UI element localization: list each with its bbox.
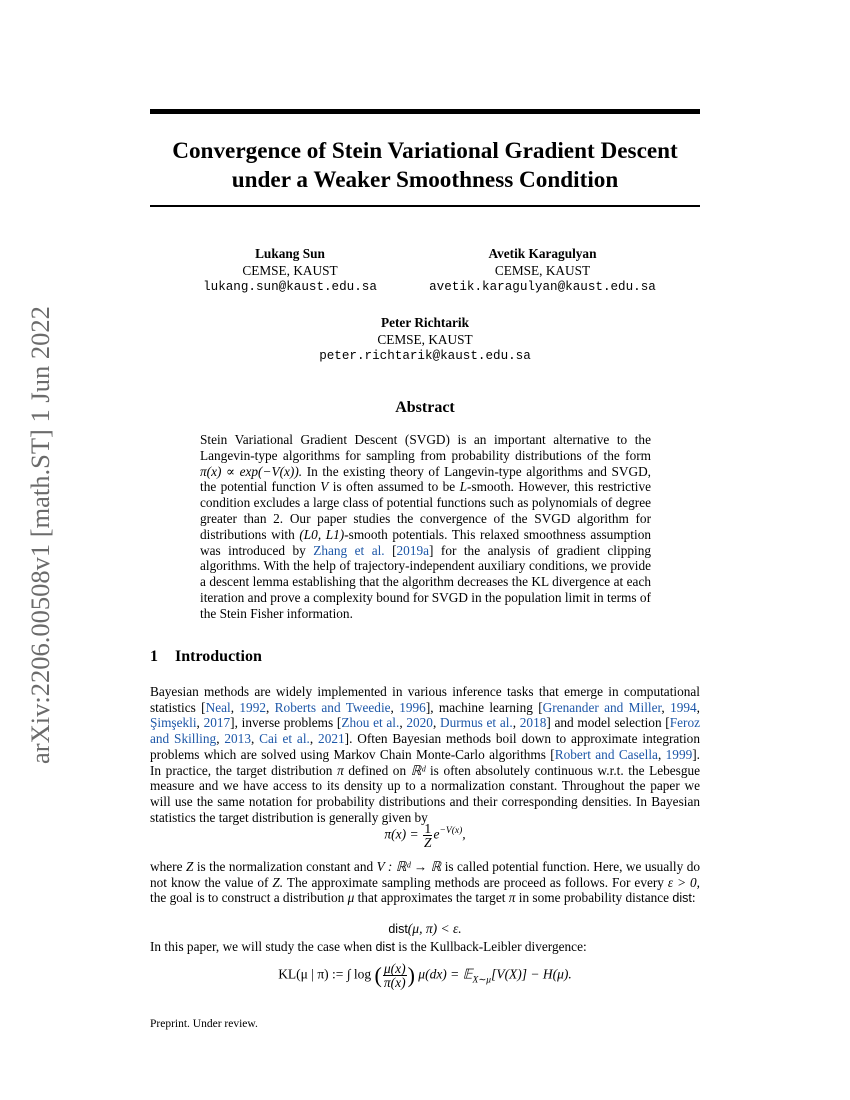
abstract-heading: Abstract — [395, 399, 455, 416]
author-email[interactable]: lukang.sun@kaust.edu.sa — [203, 280, 377, 294]
author-affiliation: CEMSE, KAUST — [242, 262, 338, 278]
math-inline: ℝᵈ — [410, 762, 426, 778]
author-name: Lukang Sun — [255, 246, 325, 261]
author-name: Avetik Karagulyan — [488, 246, 597, 261]
author-block-3 — [290, 315, 560, 365]
citation-link[interactable]: 2018 — [519, 715, 547, 731]
citation-link[interactable]: 1996 — [399, 699, 426, 715]
section-title: Introduction — [175, 648, 262, 665]
author-email[interactable]: peter.richtarik@kaust.edu.sa — [319, 349, 531, 363]
citation-link[interactable]: Feroz and Skilling — [150, 715, 700, 747]
title-line-2: under a Weaker Smoothness Condition — [231, 167, 619, 193]
citation-link[interactable]: Zhou et al. — [341, 715, 400, 731]
math-inline: ε > 0, — [667, 874, 700, 890]
author-affiliation: CEMSE, KAUST — [494, 262, 591, 278]
title-line-1: Convergence of Stein Variational Gradient Descent — [172, 138, 678, 164]
title-top-rule — [150, 109, 700, 114]
math-inline: V — [320, 479, 329, 495]
author-email[interactable]: avetik.karagulyan@kaust.edu.sa — [429, 280, 656, 294]
math-inline: π(x) ∝ exp(−V(x)). — [200, 463, 303, 479]
intro-paragraph-3: In this paper, we will study the case when dist is the Kullback-Leibler divergence: — [150, 939, 587, 954]
section-number: 1 — [150, 648, 158, 665]
citation-link[interactable]: Cai et al. — [259, 731, 310, 747]
citation-link[interactable]: 2020 — [406, 715, 433, 731]
citation-link[interactable]: 1994 — [670, 699, 697, 715]
paper-title — [150, 137, 700, 195]
title-bottom-rule — [150, 205, 700, 207]
math-inline: Z. — [272, 874, 284, 890]
math-inline: Z — [185, 859, 194, 874]
citation-link[interactable]: 2013 — [224, 731, 251, 747]
math-inline: (L0, L1) — [299, 526, 345, 542]
math-inline: π — [337, 762, 344, 778]
citation-link[interactable]: Robert and Casella — [554, 746, 658, 762]
citation-link[interactable]: Şimşekli — [150, 715, 197, 731]
author-block-1 — [176, 246, 404, 296]
citation-link[interactable]: 2019a — [396, 542, 430, 558]
math-inline: V : ℝᵈ → ℝ — [376, 859, 442, 874]
intro-paragraph-2: where Z is the normalization constant and V : ℝᵈ → ℝ is called potential function. Here, we usually do not know the value of Z. The approximate sampling methods are proceed as follows. For every ε > 0, the goal is to construct a distribution μ that approximates the target π in some probability distance dist: — [150, 859, 701, 906]
author-block-2 — [410, 246, 675, 296]
citation-link[interactable]: 1999 — [665, 746, 693, 762]
arxiv-id-text: arXiv:2206.00508v1 [math.ST] 1 Jun 2022 — [25, 306, 55, 764]
citation-link[interactable]: Grenander and Miller — [542, 699, 662, 715]
math-inline: π — [508, 890, 516, 906]
math-inline: L — [459, 479, 468, 495]
author-affiliation: CEMSE, KAUST — [377, 331, 473, 347]
section-heading-introduction — [150, 648, 262, 666]
abstract-body: Stein Variational Gradient Descent (SVGD) is an important alternative to the Langevin-type algorithms for sampling from probability distributions of the form π(x) ∝ exp(−V(x)). In the existing theory of Langevin-type algorithms and SVGD, the potential function V is often assumed to be L-smooth. However, this restrictive condition excludes a large class of potential functions such as polynomials of degree greater than 2. Our paper studies the convergence of the SVGD algorithm for distributions with (L0, L1)-smooth potentials. This relaxed smoothness assumption was introduced by Zhang et al. [2019a] for the analysis of gradient clipping algorithms. With the help of trajectory-independent auxiliary conditions, we provide a descent lemma establishing that the algorithm decreases the KL divergence at each iteration and prove a complexity bound for SVGD in the population limit in terms of the Stein Fisher information. — [200, 432, 652, 621]
math-inline: μ — [347, 890, 355, 906]
citation-link[interactable]: Durmus et al. — [439, 715, 513, 731]
equation-dist-bound: dist(μ, π) < ε. — [388, 921, 462, 936]
dist-symbol: dist — [672, 891, 692, 906]
equation-kl-divergence: KL(μ | π) := ∫ log ( $\frac{\mu(x)}{\pi(x)}$ ) μ(dx) = 𝔼$_{X\sim\mu}$[V(X)] − H(μ). — [278, 961, 572, 990]
equation-target-density: π(x) = $\frac{1}{Z}$ $e^{-V(x)}$, — [384, 821, 466, 850]
author-name: Peter Richtarik — [380, 315, 469, 330]
citation-link[interactable]: 1992 — [239, 699, 266, 715]
citation-link[interactable]: 2021 — [318, 731, 345, 747]
dist-symbol: dist — [375, 940, 395, 954]
fraction: $\frac{\mu(x)}{\pi(x)}$ — [383, 961, 406, 990]
intro-paragraph-1: Bayesian methods are widely implemented in various inference tasks that emerge in computational statistics [Neal, 1992, Roberts and Tweedie, 1996], machine learning [Grenander and Miller, 1994, Şimşekli, 2017], inverse problems [Zhou et al., 2020, Durmus et al., 2018] and model selection [Feroz and Skilling, 2013, Cai et al., 2021]. Often Bayesian methods boil down to approximate integration problems which are solved using Markov Chain Monte-Carlo algorithms [Robert and Casella, 1999]. In practice, the target distribution π defined on ℝᵈ is often absolutely continuous w.r.t. the Lebesgue measure and we have access to its density up to a normalization constant. Throughout the paper we will use the same notation for probability distributions and their corresponding densities. In Bayesian statistics the target distribution is generally given by — [150, 684, 701, 825]
citation-link[interactable]: Neal — [205, 699, 231, 715]
arxiv-identifier — [18, 268, 58, 768]
footer-note: Preprint. Under review. — [150, 1018, 258, 1030]
citation-link[interactable]: Zhang et al. — [313, 542, 385, 558]
citation-link[interactable]: 2017 — [203, 715, 231, 731]
citation-link[interactable]: Roberts and Tweedie — [274, 699, 391, 715]
fraction: $\frac{1}{Z}$ — [423, 821, 432, 850]
